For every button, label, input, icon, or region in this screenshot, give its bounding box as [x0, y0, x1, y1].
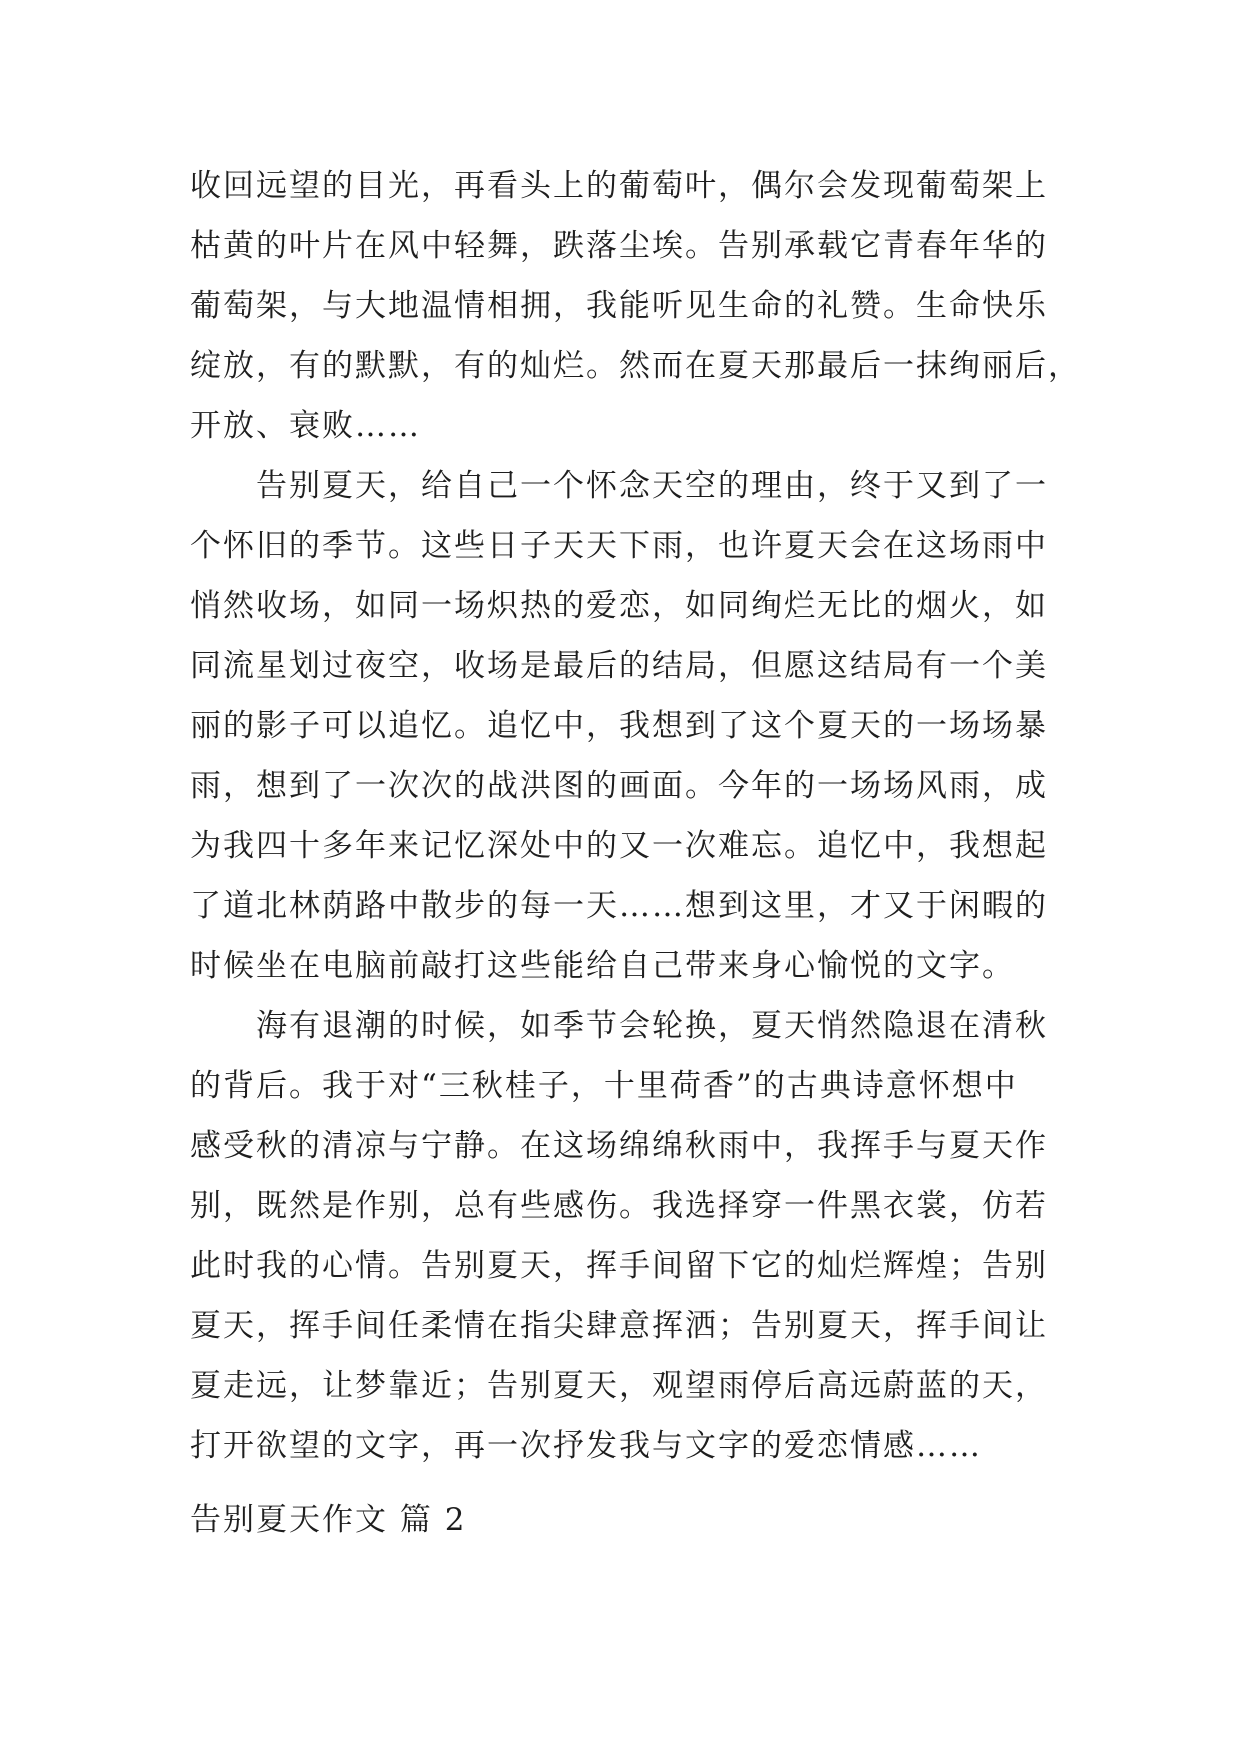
paragraph-line: 告别夏天，给自己一个怀念天空的理由，终于又到了一 [256, 468, 1048, 504]
paragraph-line: 收回远望的目光，再看头上的葡萄叶，偶尔会发现葡萄架上 [190, 168, 1048, 204]
paragraph-line: 海有退潮的时候，如季节会轮换，夏天悄然隐退在清秋 [256, 1008, 1048, 1044]
paragraph-line: 为我四十多年来记忆深处中的又一次难忘。追忆中，我想起 [190, 828, 1048, 864]
paragraph-line: 雨，想到了一次次的战洪图的画面。今年的一场场风雨，成 [190, 768, 1048, 804]
paragraph-line: 夏走远，让梦靠近；告别夏天，观望雨停后高远蔚蓝的天， [190, 1368, 1048, 1404]
paragraph-line: 夏天，挥手间任柔情在指尖肆意挥洒；告别夏天，挥手间让 [190, 1308, 1048, 1344]
paragraph-line: 丽的影子可以追忆。追忆中，我想到了这个夏天的一场场暴 [190, 708, 1048, 744]
paragraph-line: 了道北林荫路中散步的每一天……想到这里，才又于闲暇的 [190, 888, 1048, 924]
paragraph-line: 别，既然是作别，总有些感伤。我选择穿一件黑衣裳，仿若 [190, 1188, 1048, 1224]
paragraph-line: 悄然收场，如同一场炽热的爱恋，如同绚烂无比的烟火，如 [190, 588, 1048, 624]
paragraph-line: 葡萄架，与大地温情相拥，我能听见生命的礼赞。生命快乐 [190, 288, 1048, 324]
paragraph-line: 枯黄的叶片在风中轻舞，跌落尘埃。告别承载它青春年华的 [190, 228, 1048, 264]
paragraph-line: 开放、衰败…… [190, 408, 421, 444]
paragraph-line: 感受秋的清凉与宁静。在这场绵绵秋雨中，我挥手与夏天作 [190, 1128, 1048, 1164]
paragraph-line: 的背后。我于对“三秋桂子，十里荷香”的古典诗意怀想中 [190, 1068, 1018, 1104]
section-heading: 告别夏天作文 篇 2 [190, 1502, 467, 1538]
paragraph-line: 同流星划过夜空，收场是最后的结局，但愿这结局有一个美 [190, 648, 1048, 684]
paragraph-line: 个怀旧的季节。这些日子天天下雨，也许夏天会在这场雨中 [190, 528, 1048, 564]
paragraph-line: 打开欲望的文字，再一次抒发我与文字的爱恋情感…… [190, 1428, 982, 1464]
paragraph-line: 时候坐在电脑前敲打这些能给自己带来身心愉悦的文字。 [190, 948, 1015, 984]
paragraph-line: 绽放，有的默默，有的灿烂。然而在夏天那最后一抹绚丽后， [190, 348, 1081, 384]
paragraph-line: 此时我的心情。告别夏天，挥手间留下它的灿烂辉煌；告别 [190, 1248, 1048, 1284]
